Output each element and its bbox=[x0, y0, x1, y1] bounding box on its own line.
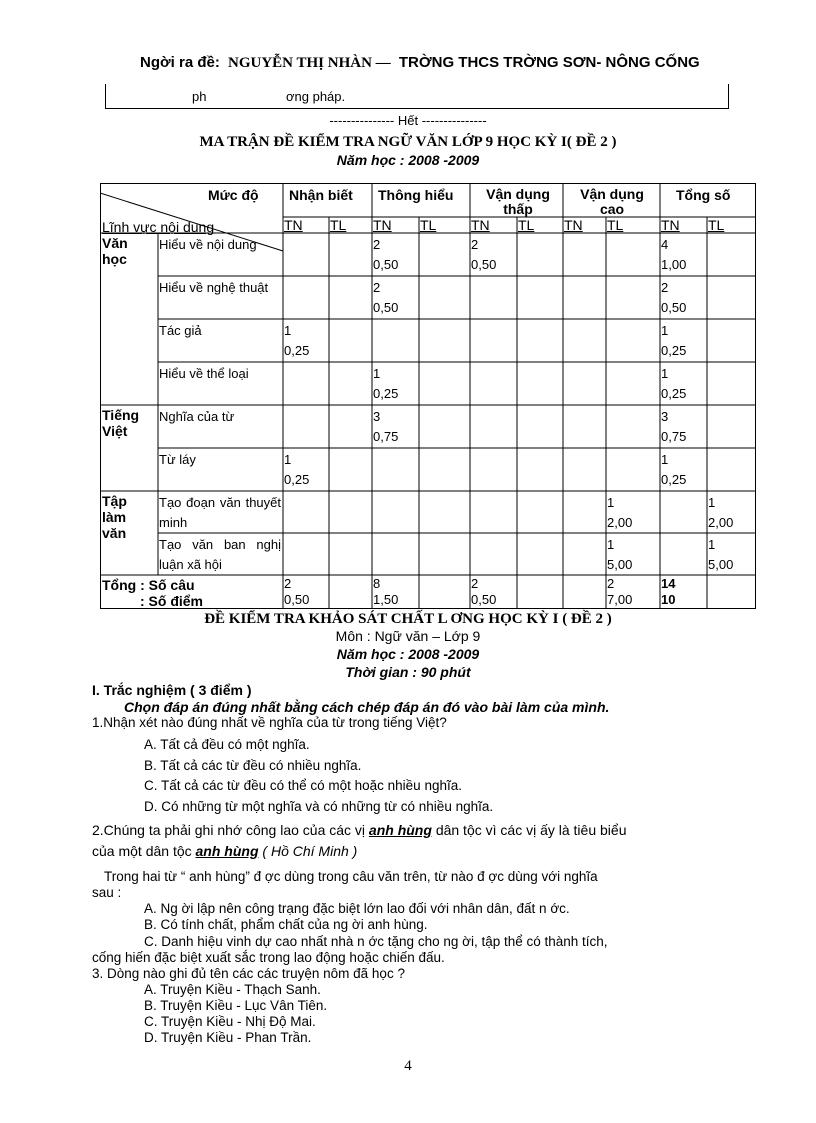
previous-table-fragment bbox=[105, 84, 729, 109]
value-cell: 2 0,50 bbox=[471, 237, 497, 272]
exam-time: Thời gian : 90 phút bbox=[345, 664, 471, 680]
value-cell: 1 0,25 bbox=[284, 323, 310, 358]
question-1: 1.Nhận xét nào đúng nhất về nghĩa của từ trong tiếng Việt? bbox=[92, 715, 447, 730]
value-cell: 1 0,25 bbox=[661, 452, 687, 487]
level-header: Thông hiểu bbox=[378, 187, 454, 203]
level-header: Nhận biết bbox=[289, 187, 353, 203]
value-cell: 1 0,25 bbox=[284, 452, 310, 487]
level-header: Tổng số bbox=[676, 187, 731, 203]
group-label: Tập làm văn bbox=[102, 493, 127, 541]
content-cell: Tạo đoạn văn thuyết minh bbox=[159, 495, 281, 530]
sub-header-tn: TN bbox=[661, 217, 680, 233]
value-cell: 3 0,75 bbox=[373, 409, 399, 444]
q1-option: D. Có những từ một nghĩa và có những từ có nhiều nghĩa. bbox=[144, 799, 494, 814]
total-value-cell: 8 1,50 bbox=[373, 576, 399, 607]
q3-option: C. Truyện Kiều - Nhị Độ Mai. bbox=[144, 1014, 316, 1029]
sub-header-tn: TN bbox=[471, 217, 490, 233]
value-cell: 2 0,50 bbox=[373, 280, 399, 315]
exam-year: Năm học : 2008 -2009 bbox=[336, 646, 480, 662]
content-cell: Hiểu về thể loại bbox=[159, 366, 249, 381]
q2-citation: ( Hồ Chí Minh ) bbox=[262, 843, 358, 859]
q3-option: B. Truyện Kiều - Lục Vân Tiên. bbox=[144, 998, 328, 1013]
content-cell: Từ láy bbox=[159, 452, 196, 467]
instruction: Chọn đáp án đúng nhất bằng cách chép đáp án đó vào bài làm của mình. bbox=[124, 699, 610, 715]
q2-text: của một dân tộc bbox=[92, 843, 192, 859]
school-name: TRỜNG THCS TRỜNG SƠN- NÔNG CỐNG bbox=[398, 54, 700, 71]
q2-text: 2.Chúng ta phải ghi nhớ công lao của các vị bbox=[92, 822, 366, 838]
q2-option: C. Danh hiệu vinh dự cao nhất nhà n ớc tặng cho ng ời, tập thể có thành tích, bbox=[144, 934, 608, 949]
corner-content-label: Lĩnh vực nội dung bbox=[102, 219, 215, 235]
total-label: Tổng : Số câu bbox=[102, 577, 195, 593]
page-header bbox=[140, 54, 704, 72]
content-cell: Tạo văn ban nghị luận xã hội bbox=[159, 537, 281, 572]
exam-subject: Môn : Ngữ văn – Lớp 9 bbox=[335, 628, 481, 644]
content-cell: Hiểu về nghệ thuật bbox=[159, 280, 269, 295]
q3-option: D. Truyện Kiều - Phan Trần. bbox=[144, 1030, 312, 1045]
sub-header-tl: TL bbox=[607, 217, 624, 233]
value-cell: 1 0,25 bbox=[661, 366, 687, 401]
value-cell: 1 0,25 bbox=[373, 366, 399, 401]
level-header: Vận dụng thấp bbox=[486, 186, 550, 217]
value-cell: 1 0,25 bbox=[661, 323, 687, 358]
q2-option: cống hiến đặc biệt xuất sắc trong lao động hoặc chiến đấu. bbox=[92, 950, 445, 965]
q2-prompt: Trong hai từ “ anh hùng” đ ợc dùng trong câu văn trên, từ nào đ ợc dùng với nghĩa bbox=[104, 869, 598, 884]
q2-emphasis: anh hùng bbox=[368, 822, 432, 838]
value-cell: 3 0,75 bbox=[661, 409, 687, 444]
q2-prompt: sau : bbox=[92, 885, 122, 900]
content-cell: Tác giả bbox=[159, 323, 202, 338]
sub-header-tl: TL bbox=[330, 217, 347, 233]
total-value-cell: 2 0,50 bbox=[284, 576, 310, 607]
fragment-left: ph bbox=[192, 89, 207, 104]
sub-header-tl: TL bbox=[420, 217, 437, 233]
sub-header-tl: TL bbox=[708, 217, 725, 233]
sub-header-tn: TN bbox=[284, 217, 303, 233]
q2-emphasis: anh hùng bbox=[195, 843, 259, 859]
value-cell: 2 0,50 bbox=[373, 237, 399, 272]
q2-option: A. Ng ời lập nên công trạng đặc biệt lớn lao đối với nhân dân, đất n ớc. bbox=[144, 901, 570, 916]
total-label: : Số điểm bbox=[140, 593, 204, 609]
question-3: 3. Dòng nào ghi đủ tên các các truyện nôm đã học ? bbox=[92, 966, 405, 981]
page-number: 4 bbox=[404, 1058, 412, 1074]
total-value-cell: 2 7,00 bbox=[607, 576, 633, 607]
author-label: Ngời ra đề: bbox=[140, 54, 220, 71]
matrix-year: Năm học : 2008 -2009 bbox=[336, 152, 480, 168]
question-2-line1 bbox=[92, 822, 626, 838]
value-cell: 1 5,00 bbox=[607, 537, 633, 572]
value-cell: 4 1,00 bbox=[661, 237, 687, 272]
section-heading: I. Trắc nghiệm ( 3 điểm ) bbox=[92, 682, 252, 698]
level-header: Vận dụng cao bbox=[580, 186, 644, 217]
content-cell: Nghĩa của từ bbox=[159, 409, 235, 424]
q1-option: A. Tất cả đều có một nghĩa. bbox=[144, 737, 310, 752]
total-value-cell: 2 0,50 bbox=[471, 576, 497, 607]
matrix-table bbox=[100, 183, 756, 609]
q1-option: B. Tất cả các từ đều có nhiều nghĩa. bbox=[144, 758, 362, 773]
sub-header-tl: TL bbox=[518, 217, 535, 233]
matrix-title: MA TRẬN ĐỀ KIỂM TRA NGỮ VĂN LỚP 9 HỌC KỲ I( ĐỀ 2 ) bbox=[199, 134, 617, 150]
q2-text: dân tộc vì các vị ấy là tiêu biểu bbox=[435, 822, 627, 838]
fragment-right: ơng pháp. bbox=[286, 89, 346, 104]
value-cell: 1 2,00 bbox=[708, 495, 734, 530]
total-value-cell: 14 10 bbox=[661, 576, 676, 607]
end-marker: --------------- Hết --------------- bbox=[329, 113, 487, 128]
sub-header-tn: TN bbox=[373, 217, 392, 233]
group-label: Tiếng Việt bbox=[102, 407, 140, 439]
sub-header-tn: TN bbox=[564, 217, 583, 233]
q2-option: B. Có tính chất, phẩm chất của ng ời anh hùng. bbox=[144, 917, 428, 932]
value-cell: 2 0,50 bbox=[661, 280, 687, 315]
question-2-line2 bbox=[92, 843, 357, 859]
corner-level-label: Mức độ bbox=[208, 187, 259, 203]
content-cell: Hiểu về nội dung bbox=[159, 237, 257, 252]
group-label: Văn học bbox=[102, 235, 128, 267]
value-cell: 1 5,00 bbox=[708, 537, 734, 572]
author-name: NGUYỄN THỊ NHÀN — bbox=[228, 55, 391, 71]
value-cell: 1 2,00 bbox=[607, 495, 633, 530]
q1-option: C. Tất cả các từ đều có thể có một hoặc nhiều nghĩa. bbox=[144, 778, 462, 793]
exam-title: ĐỀ KIỂM TRA KHẢO SÁT CHẤT L ƠNG HỌC KỲ I ( ĐỀ 2 ) bbox=[204, 611, 612, 627]
q3-option: A. Truyện Kiều - Thạch Sanh. bbox=[144, 982, 321, 997]
